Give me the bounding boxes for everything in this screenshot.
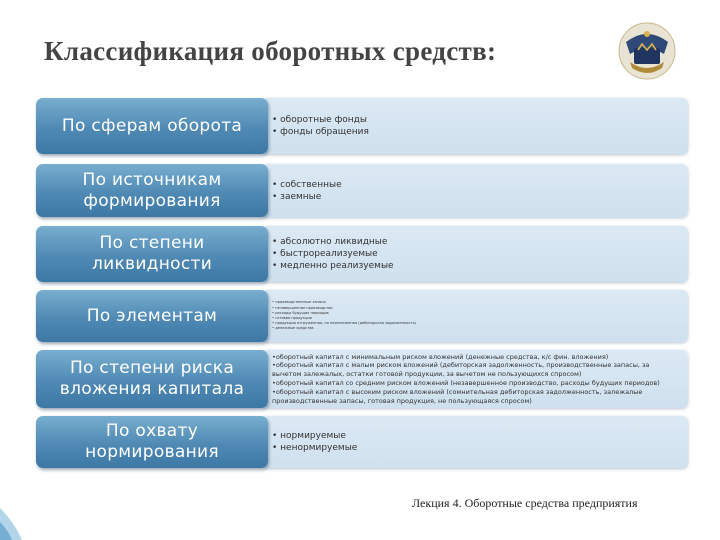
row-sphere-label: По сферам оборота xyxy=(36,98,268,154)
row-norming-label: По охвату нормирования xyxy=(36,416,268,468)
university-crest-icon xyxy=(614,20,680,82)
row-risk-label: По степени риска вложения капитала xyxy=(36,350,268,408)
list-item: • продукция отгруженная, но неоплаченная (дебиторская задолженность) xyxy=(272,321,417,326)
list-item: •оборотный капитал с высоким риском вложений (сомнительная дебиторская задолженность, залежалые производственные запасы, готовая продукция, не пользующаяся спросом) xyxy=(272,387,643,405)
list-item: • ненормируемые xyxy=(272,443,358,453)
list-item: • незавершенное производство xyxy=(272,305,333,310)
row-sources-items xyxy=(262,164,688,217)
list-item: • быстрореализуемые xyxy=(272,249,378,259)
corner-decoration xyxy=(0,500,30,540)
row-elements-items xyxy=(262,290,688,342)
row-sphere xyxy=(36,98,688,154)
row-sources xyxy=(36,164,688,217)
row-norming-items xyxy=(262,416,688,468)
row-norming xyxy=(36,416,688,468)
list-item: • фонды обращения xyxy=(272,127,369,137)
row-sources-label: По источникам формирования xyxy=(36,164,268,217)
row-elements xyxy=(36,290,688,342)
row-elements-label: По элементам xyxy=(36,290,268,342)
row-liquidity-label: По степени ликвидности xyxy=(36,226,268,282)
list-item: • расходы будущих периодов xyxy=(272,310,329,315)
list-item: • медленно реализуемые xyxy=(272,261,394,271)
list-item: • заемные xyxy=(272,191,322,202)
list-item: •оборотный капитал с малым риском вложений (дебиторская задолженность, производственные запасы, за вычетом залежалых, остатки готовой продукции, за вычетом не пользующихся спросом) xyxy=(272,361,650,379)
row-risk-items xyxy=(262,350,688,408)
list-item: • абсолютно ликвидные xyxy=(272,237,388,247)
list-item: •оборотный капитал с минимальным риском вложений (денежные средства, к/с фин. вложения) xyxy=(272,352,609,361)
list-item: • производственные запасы xyxy=(272,300,326,305)
list-item: • денежные средства xyxy=(272,326,314,331)
list-item: • собственные xyxy=(272,179,342,190)
list-item: • готовая продукция xyxy=(272,316,312,320)
list-item: •оборотный капитал со средним риском вложений (незавершенное производство, расходы будущих периодов) xyxy=(272,379,660,387)
list-item: • нормируемые xyxy=(272,431,346,441)
row-sphere-items xyxy=(262,98,688,154)
footer-caption: Лекция 4. Оборотные средства предприятия xyxy=(412,496,638,510)
list-item: • оборотные фонды xyxy=(272,115,367,125)
row-liquidity xyxy=(36,226,688,282)
row-liquidity-items xyxy=(262,226,688,282)
row-risk xyxy=(36,350,688,408)
page-title: Классификация оборотных средств: xyxy=(44,36,497,66)
